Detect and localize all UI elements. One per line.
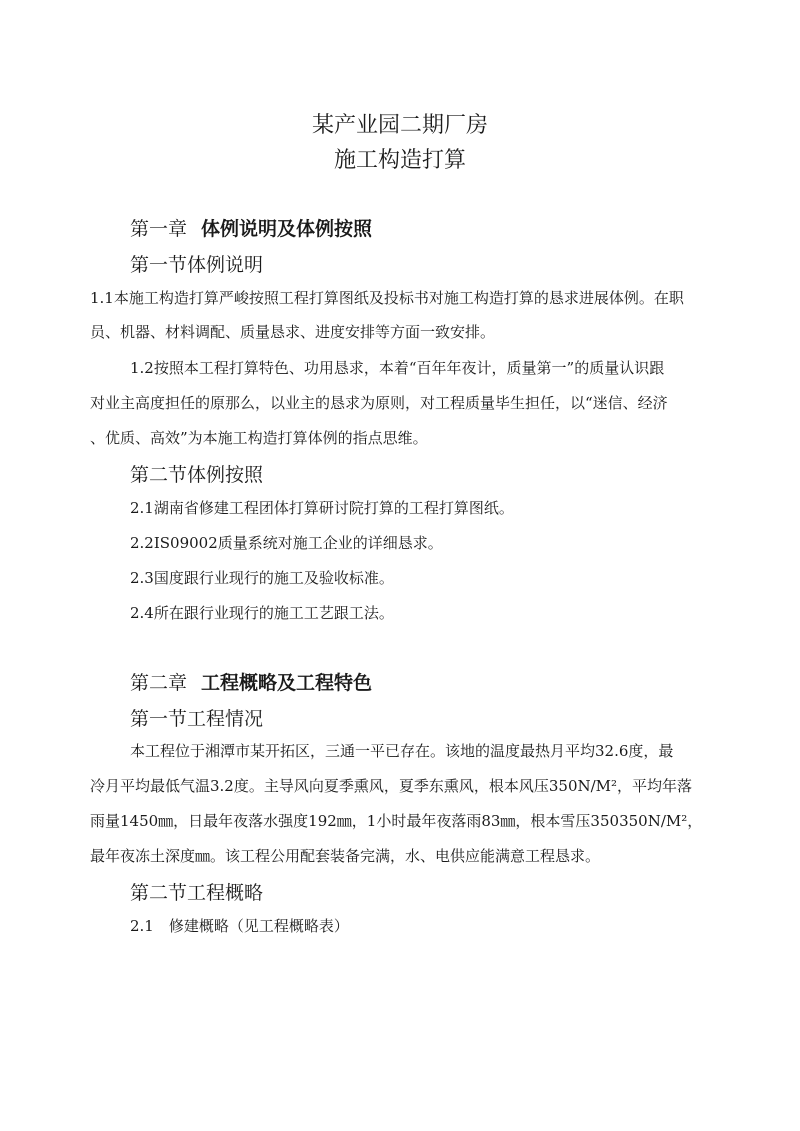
- doc-title-line-1: 某产业园二期厂房: [311, 113, 488, 138]
- doc-title-line-2: 施工构造打算: [333, 148, 466, 173]
- ch1-paragraph-2-line-3: 、优质、高效”为本施工构造打算体例的指点思维。: [90, 429, 428, 447]
- ch1-list-item-2: 2.2IS09002质量系统对施工企业的详细恳求。: [130, 534, 443, 552]
- ch1-list-item-3: 2.3国度跟行业现行的施工及验收标准。: [130, 569, 394, 587]
- chapter-1-heading: [130, 214, 372, 241]
- ch1-paragraph-2-line-1: 1.2按照本工程打算特色、功用恳求，本着“百年年夜计，质量第一”的质量认识跟: [130, 359, 665, 377]
- chapter-2-label: 第二章: [130, 672, 188, 694]
- ch2-paragraph-line-2: 冷月平均最低气温3.2度。主导风向夏季熏风，夏季东熏风，根本风压350N/M²，平均年落: [90, 777, 693, 795]
- ch1-paragraph-1-line-1: 1.1本施工构造打算严峻按照工程打算图纸及投标书对施工构造打算的恳求进展体例。在职: [90, 289, 684, 307]
- ch2-paragraph-line-4: 最年夜冻土深度㎜。该工程公用配套装备完满，水、电供应能满意工程恳求。: [90, 847, 601, 865]
- chapter-1-title: 体例说明及体例按照: [201, 218, 373, 240]
- ch1-paragraph-2-line-2: 对业主高度担任的原那么，以业主的恳求为原则，对工程质量毕生担任，以“迷信、经济: [90, 394, 668, 412]
- ch1-list-item-4: 2.4所在跟行业现行的施工工艺跟工法。: [130, 604, 394, 622]
- chapter-1-label: 第一章: [130, 218, 188, 240]
- ch1-section-1-title: 第一节体例说明: [130, 254, 264, 276]
- chapter-2-heading: [130, 668, 372, 695]
- ch2-list-item-1: 2.1 修建概略（见工程概略表）: [130, 917, 349, 935]
- ch1-list-item-1: 2.1湖南省修建工程团体打算研讨院打算的工程打算图纸。: [130, 499, 514, 517]
- chapter-2-title: 工程概略及工程特色: [201, 672, 373, 694]
- ch2-paragraph-line-3: 雨量1450㎜，日最年夜落水强度192㎜，1小时最年夜落雨83㎜，根本雪压350350N/M²，: [90, 812, 703, 830]
- ch1-paragraph-1-line-2: 员、机器、材料调配、质量恳求、进度安排等方面一致安排。: [90, 323, 496, 341]
- ch1-section-2-title: 第二节体例按照: [130, 464, 264, 486]
- ch2-section-1-title: 第一节工程情况: [130, 708, 264, 730]
- ch2-paragraph-line-1: 本工程位于湘潭市某开拓区，三通一平已存在。该地的温度最热月平均32.6度，最: [130, 742, 674, 760]
- ch2-section-2-title: 第二节工程概略: [130, 882, 264, 904]
